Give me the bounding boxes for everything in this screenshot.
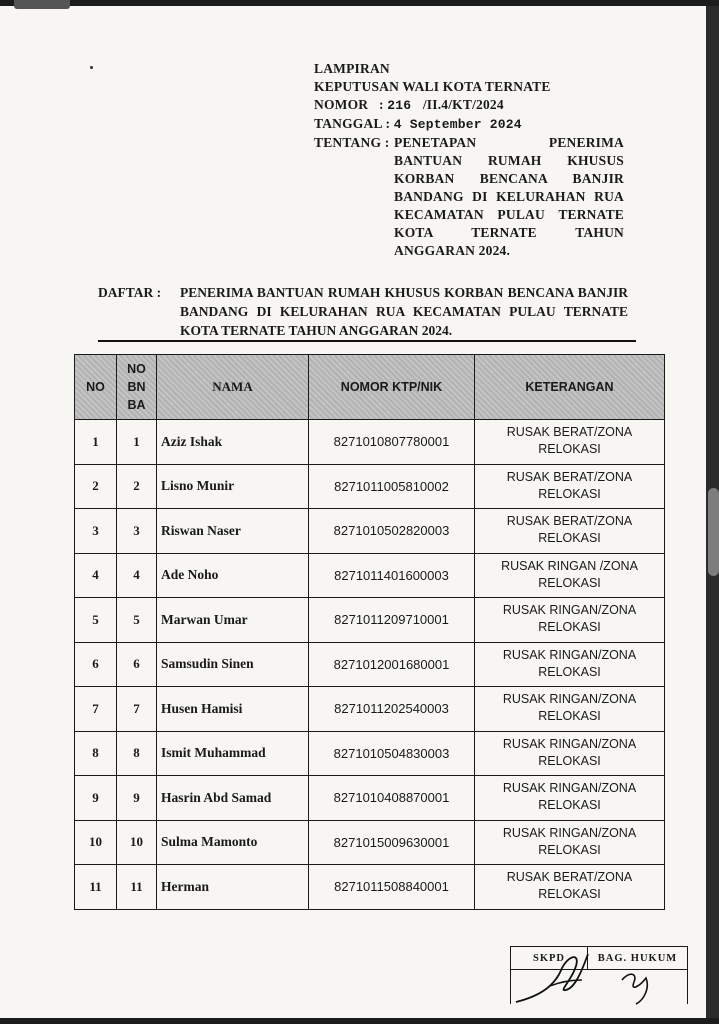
header-nama: NAMA	[157, 355, 309, 420]
header-nobnba-line: NO	[127, 362, 146, 376]
keterangan-line: RELOKASI	[538, 753, 601, 768]
cell-nobnba: 11	[117, 865, 157, 910]
tentang-label: TENTANG :	[314, 135, 390, 150]
cell-no: 3	[75, 509, 117, 554]
cell-no: 1	[75, 420, 117, 465]
cell-nama: Aziz Ishak	[157, 420, 309, 465]
top-bar	[0, 0, 719, 6]
stamp-bag-hukum: BAG. HUKUM	[597, 952, 678, 964]
keterangan-line: RUSAK RINGAN/ZONA	[502, 603, 637, 617]
keterangan-line: RUSAK RINGAN /ZONA	[501, 558, 638, 573]
keterangan-line: RUSAK RINGAN/ZONA	[502, 736, 637, 751]
header-nobnba-line: BN	[127, 380, 146, 394]
lampiran-label: LAMPIRAN	[314, 61, 390, 76]
cell-keterangan	[475, 865, 665, 910]
keterangan-line: RELOKASI	[538, 709, 601, 723]
cell-keterangan	[475, 420, 665, 465]
keterangan-line: RUSAK BERAT/ZONA	[506, 870, 633, 884]
cell-keterangan	[475, 687, 665, 732]
table-row	[75, 687, 665, 732]
keterangan-line: RELOKASI	[538, 575, 601, 590]
cell-keterangan	[475, 464, 665, 509]
cell-nama: Marwan Umar	[157, 598, 309, 643]
cell-nobnba: 8	[117, 731, 157, 776]
nomor-value: 216	[387, 98, 412, 113]
keterangan-line: RELOKASI	[538, 620, 601, 634]
cell-nik: 8271011401600003	[309, 553, 475, 598]
keterangan-line: RUSAK RINGAN/ZONA	[502, 692, 637, 706]
cell-nama: Lisno Munir	[157, 464, 309, 509]
daftar-text: PENERIMA BANTUAN RUMAH KHUSUS KORBAN BENCANA BANJIR BANDANG DI KELURAHAN RUA KECAMATAN PULAU TERNATE KOTA TERNATE TAHUN ANGGARAN 2024.	[180, 285, 628, 338]
cell-no: 2	[75, 464, 117, 509]
scrollbar-thumb[interactable]	[708, 488, 719, 576]
heading-divider	[98, 340, 636, 342]
table-header-row	[75, 355, 665, 420]
keterangan-line: RUSAK RINGAN/ZONA	[502, 825, 637, 840]
tentang-line	[314, 134, 626, 260]
cell-nobnba: 7	[117, 687, 157, 732]
cell-nik: 8271010502820003	[309, 509, 475, 554]
keterangan-line: RUSAK RINGAN/ZONA	[502, 781, 637, 795]
cell-keterangan	[475, 642, 665, 687]
cell-nik: 8271012001680001	[309, 642, 475, 687]
keterangan-line: RUSAK BERAT/ZONA	[506, 514, 633, 528]
table-row	[75, 820, 665, 865]
stamp-skpd: SKPD	[511, 947, 588, 969]
cell-keterangan	[475, 509, 665, 554]
table-row	[75, 865, 665, 910]
attachment-header	[314, 60, 626, 260]
cell-nik: 8271015009630001	[309, 820, 475, 865]
cell-nobnba: 1	[117, 420, 157, 465]
cell-nama: Riswan Naser	[157, 509, 309, 554]
cell-no: 5	[75, 598, 117, 643]
table-row	[75, 464, 665, 509]
top-tab-handle[interactable]	[14, 0, 70, 9]
header-no: NO	[75, 355, 117, 420]
header-nik: NOMOR KTP/NIK	[309, 355, 475, 420]
cell-no: 10	[75, 820, 117, 865]
bottom-bar	[0, 1018, 719, 1024]
cell-nik: 8271010807780001	[309, 420, 475, 465]
recipient-table	[74, 354, 665, 910]
keterangan-line: RELOKASI	[538, 798, 601, 812]
keterangan-line: RUSAK BERAT/ZONA	[506, 425, 633, 439]
header-nobnba-line: BA	[127, 398, 146, 412]
cell-nobnba: 9	[117, 776, 157, 821]
cell-keterangan	[475, 553, 665, 598]
tanggal-label: TANGGAL :	[314, 116, 391, 131]
keterangan-line: RELOKASI	[538, 531, 601, 545]
cell-nobnba: 5	[117, 598, 157, 643]
speck-mark	[90, 66, 93, 69]
cell-no: 4	[75, 553, 117, 598]
cell-nama: Samsudin Sinen	[157, 642, 309, 687]
daftar-label: DAFTAR :	[98, 285, 162, 300]
cell-nik: 8271011202540003	[309, 687, 475, 732]
keterangan-line: RELOKASI	[538, 486, 601, 501]
cell-keterangan	[475, 598, 665, 643]
table-row	[75, 642, 665, 687]
header-nobnba	[117, 355, 157, 420]
keterangan-line: RELOKASI	[538, 842, 601, 857]
table-row	[75, 553, 665, 598]
daftar-heading	[98, 283, 628, 340]
table-row	[75, 420, 665, 465]
keterangan-line: RUSAK RINGAN/ZONA	[502, 647, 637, 662]
paraf-stamp	[510, 946, 688, 1006]
cell-keterangan	[475, 731, 665, 776]
keterangan-line: RUSAK BERAT/ZONA	[506, 469, 633, 484]
cell-no: 7	[75, 687, 117, 732]
tanggal-value: 4 September 2024	[393, 117, 522, 132]
cell-keterangan	[475, 820, 665, 865]
nomor-line	[314, 96, 626, 115]
tentang-text: PENETAPAN PENERIMA BANTUAN RUMAH KHUSUS KORBAN BENCANA BANJIR BANDANG DI KELURAHAN RUA KECAMATAN PULAU TERNATE KOTA TERNATE TAHUN ANGGARAN 2024.	[394, 135, 624, 258]
cell-no: 11	[75, 865, 117, 910]
cell-nik: 8271010408870001	[309, 776, 475, 821]
table-row	[75, 731, 665, 776]
cell-nama: Hasrin Abd Samad	[157, 776, 309, 821]
cell-no: 8	[75, 731, 117, 776]
cell-nobnba: 2	[117, 464, 157, 509]
cell-nama: Ade Noho	[157, 553, 309, 598]
cell-no: 9	[75, 776, 117, 821]
table-row	[75, 509, 665, 554]
nomor-suffix: /II.4/KT/2024	[422, 97, 504, 112]
nomor-label: NOMOR :	[314, 97, 384, 112]
keputusan-title: KEPUTUSAN WALI KOTA TERNATE	[314, 79, 551, 94]
table-row	[75, 776, 665, 821]
cell-nobnba: 3	[117, 509, 157, 554]
cell-nobnba: 6	[117, 642, 157, 687]
cell-nik: 8271011508840001	[309, 865, 475, 910]
cell-nama: Ismit Muhammad	[157, 731, 309, 776]
cell-keterangan	[475, 776, 665, 821]
cell-nik: 8271010504830003	[309, 731, 475, 776]
keterangan-line: RELOKASI	[538, 442, 601, 456]
keterangan-line: RELOKASI	[538, 887, 601, 901]
cell-nama: Sulma Mamonto	[157, 820, 309, 865]
paraf-signature-icon	[510, 946, 688, 1008]
cell-nik: 8271011209710001	[309, 598, 475, 643]
cell-nama: Herman	[157, 865, 309, 910]
cell-nobnba: 10	[117, 820, 157, 865]
cell-nama: Husen Hamisi	[157, 687, 309, 732]
tanggal-line	[314, 115, 626, 134]
cell-no: 6	[75, 642, 117, 687]
cell-nik: 8271011005810002	[309, 464, 475, 509]
table-row	[75, 598, 665, 643]
keterangan-line: RELOKASI	[538, 664, 601, 679]
header-keterangan: KETERANGAN	[475, 355, 665, 420]
cell-nobnba: 4	[117, 553, 157, 598]
